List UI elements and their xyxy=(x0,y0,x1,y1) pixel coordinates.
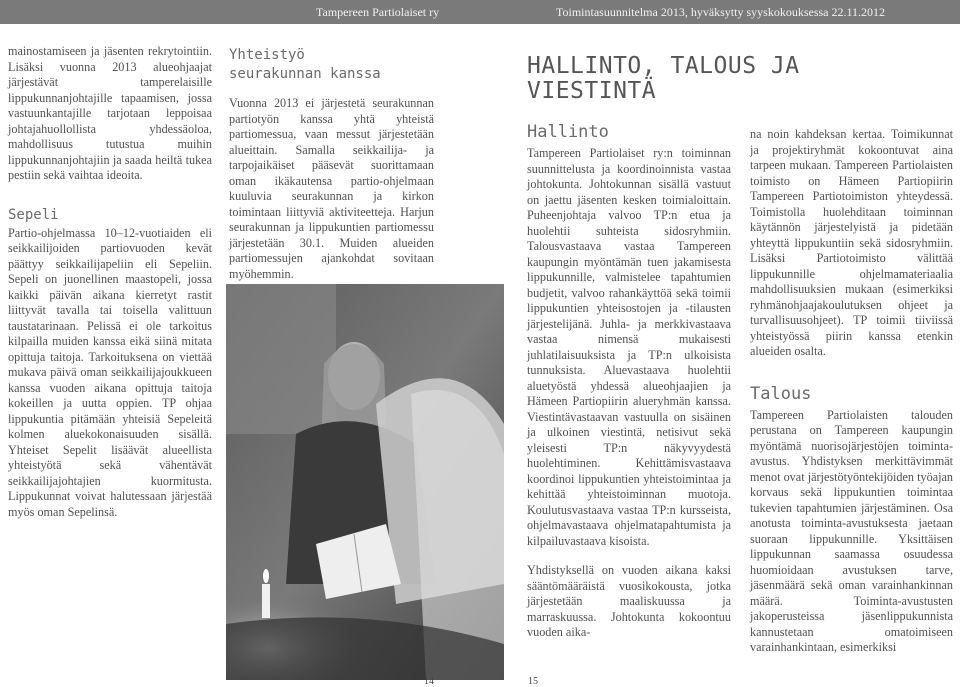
column-2 xyxy=(229,46,434,282)
column-1 xyxy=(8,44,212,520)
office-paragraph: na noin kahdeksan kertaa. Toimikunnat ja projektiryhmät kokoontuvat aina tarpeen mukaan. Tampereen Partiolaisten toimisto on Hämeen Partiopiirin Tampereen Partiotoimiston yhteydessä. Toimistolla huolehditaan toiminnan käytännön järjestelyistä ja pidetään yhteyttä lippukuntiin sekä sidosryhmiin. Lisäksi Partiotoimisto välittää lippukunnille ohjelmamateriaalia mahdollisuuksien mukaan (esimerkiksi ryhmänohjaajakoulutuksen ohjeet ja turvallisuusohjeet). TP toimii tiiviissä yhteistyössä piirin kanssa etenkin alueiden osalta. xyxy=(750,127,953,358)
administration-paragraph: Tampereen Partiolaiset ry:n toiminnan suunnittelusta ja koordinoinnista vastaa johtokunta. Johtokunnan sisällä vastuut on jaettu jäsenten kesken toimialoittain. Puheenjohtaja valvoo TP:n etua ja huolehtii suhteista sidosryhmiin. Talousvastaava vastaa Tampereen kaupungin myöntämän tuen jakamisesta lippukunnille, valmistelee tapahtumien budjetit, valvoo rahankäyttöä sekä toimii lippukuntien yhteisostojen ja -tilausten järjestelijänä. Juhla- ja merkkivastaava vastaa nimensä mukaisesti juhlatilaisuuksista ja TP:n ulkoisista tunnuksista. Aluevastaava huolehtii aluetyöstä yhdessä alueohjaajien ja Hämeen Partiopiirin alueryhmän kanssa. Viestintävastaavan vastuulla on sisäinen ja ulkoinen viestintä, netisivut sekä yleisesti TP:n näkyvyydestä huolehtiminen. Kehittämisvastaava koordinoi lippukuntien yhteistoimintaa ja kehittää yhteistoiminnan muotoja. Koulutusvastaava vastaa TP:n kursseista, ohjelmavastaava ohjelmatapahtumista ja kilpailuvastaava kisoista. xyxy=(527,146,731,548)
header-document-title: Toimintasuunnitelma 2013, hyväksytty syyskokouksessa 22.11.2012 xyxy=(556,5,886,19)
page-number-right: 15 xyxy=(528,676,538,687)
meetings-paragraph: Yhdistyksellä on vuoden aikana kaksi sääntömääräistä vuosikokousta, jotka järjestetään maaliskuussa ja marraskuussa. Johtokunta kokoontuu vuoden aika- xyxy=(527,563,731,639)
cooperation-subheading: seurakunnan kanssa xyxy=(229,66,381,82)
cooperation-paragraph: Vuonna 2013 ei järjestetä seurakunnan partiotyön kanssa yhtä yhteistä partiomessua, vaan messut järjestetään alueittain. Samalla seikkailija- ja tarpojaikäiset pääsevät suorittamaan oman ikäkautensa partio-ohjelmaan kuuluvia seurakunnan ja kirkon toimintaan liittyviä aktiviteetteja. Harjun seurakunnan ja lippukuntien partiomessu järjestetään 30.1. Muiden alueiden partiomessujen ajankohdat sovitaan myöhemmin. xyxy=(229,96,434,281)
finance-heading: Talous xyxy=(750,383,812,404)
photo-girls-reading xyxy=(226,284,504,680)
running-header xyxy=(0,0,960,24)
photo-illustration xyxy=(226,284,504,680)
page-number-left: 14 xyxy=(424,676,434,687)
column-3 xyxy=(527,53,800,641)
sepeli-heading: Sepeli xyxy=(8,206,59,223)
cooperation-heading: Yhteistyö xyxy=(229,47,305,63)
section-title-line1: HALLINTO, TALOUS JA xyxy=(527,53,800,79)
header-organization: Tampereen Partiolaiset ry xyxy=(316,5,440,19)
section-title-line2: VIESTINTÄ xyxy=(527,78,657,104)
finance-paragraph: Tampereen Partiolaisten talouden perustana on Tampereen kaupungin myöntämä nuorisojärjestöjen toiminta-avustus. Yhdistyksen merkittävimmät menot ovat järjestötyöntekijöiden työajan korvaus sekä lippukuntien toimintaa tukevien tapahtumien järjestäminen. Osa anotusta toiminta-avustuksesta jaetaan suoraan lippukunnille. Yksittäisen lippukunnan saamassa osuudessa huomioidaan avustuksen tarve, jäsenmäärä sekä oman varainhankinnan määrä. Toiminta-avustusten jakoperusteissa jäsenlippukunnista kannustetaan omatoimiseen varainhankintaan, esimerkiksi xyxy=(750,407,953,654)
sepeli-paragraph: Partio-ohjelmassa 10–12-vuotiaiden eli seikkailijoiden partiovuoden kevät päättyy seikkailijapeliin eli Sepeliin. Sepeli on juonellinen maastopeli, jossa kaikki päivän aikana kierretyt rastit liittyvät tavalla tai toisella valittuun taustatarinaan. Pelissä ei ole tarkoitus kilpailla muiden kanssa eikä siinä mitata opittuja taitoja. Tarkoituksena on viettää mukava päivä oman seikkailijajoukkueen kanssa vuoden aikana opittuja taitoja kokeillen ja uutta oppien. TP ohjaa lippukuntia pitämään yhteisiä Sepeleitä kolmen aluekokonaisuuden sisällä. Yhteiset Sepelit lisäävät alueellista yhteistyötä sekä vähentävät seikkailijajohtajien kuormitusta. Lippukunnat voivat halutessaan järjestää myös oman Sepelinsä. xyxy=(8,225,212,519)
administration-heading: Hallinto xyxy=(527,122,609,142)
column-4 xyxy=(750,127,953,656)
col1-intro-paragraph: mainostamiseen ja jäsenten rekrytointiin. Lisäksi vuonna 2013 alueohjaajat järjestävät tamperelaisille lippukunnanjohtajille tapaamisen, jossa vastuunkantajille tarjotaan leppoisaa johtajahuollollista yhdessäoloa, mahdollisuus tutustua muihin lippukunnanjohtajiin ja saada heiltä tukea pestiin sekä vaihtaa ideoita. xyxy=(8,44,212,182)
